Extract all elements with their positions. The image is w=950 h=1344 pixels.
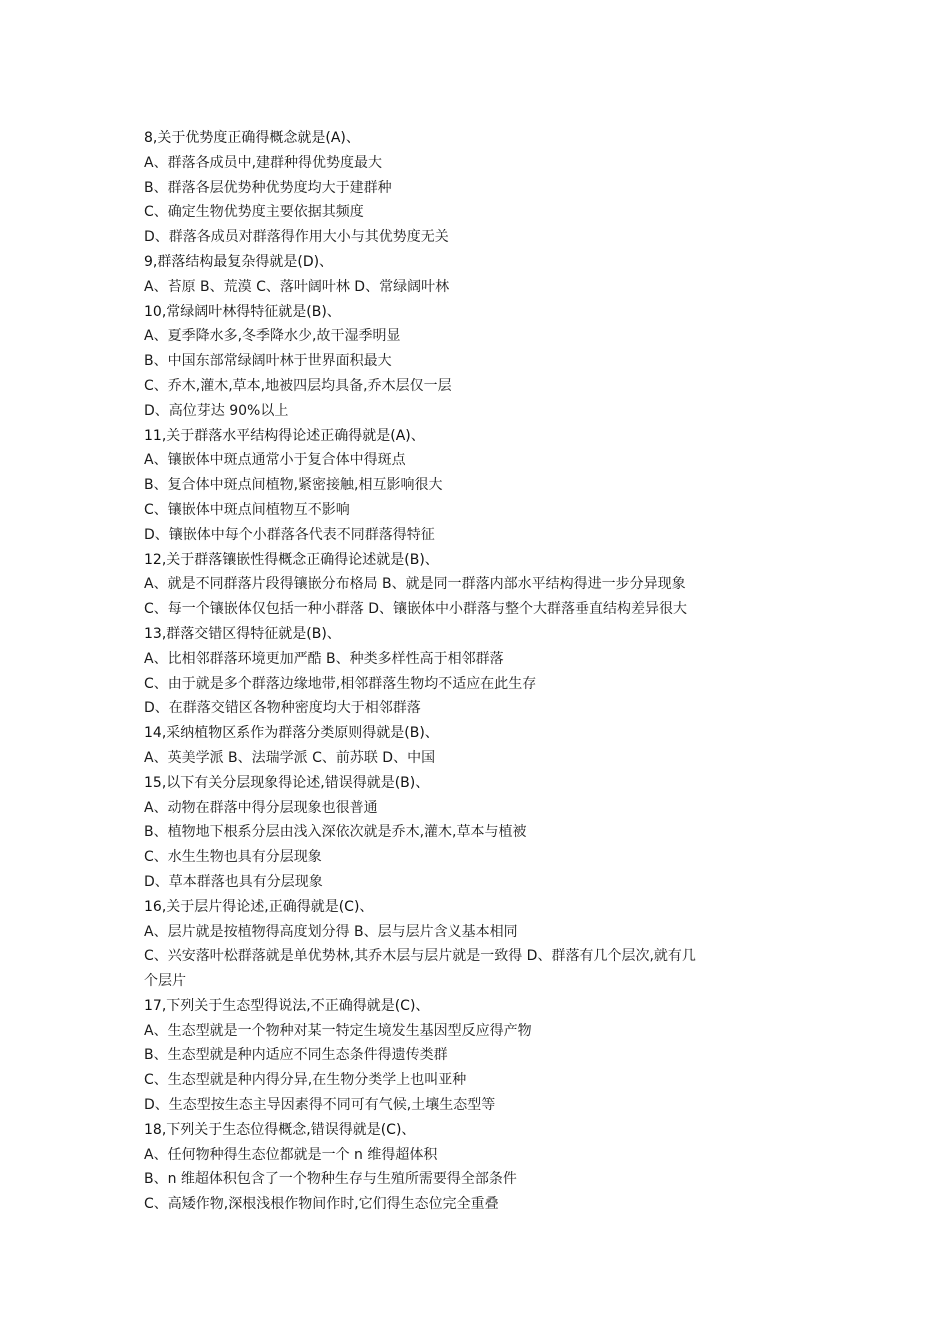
option-line: B、复合体中斑点间植物,紧密接触,相互影响很大 <box>144 477 443 494</box>
question-line: 11,关于群落水平结构得论述正确得就是(A)、 <box>144 427 425 444</box>
option-line: A、英美学派 B、法瑞学派 C、前苏联 D、中国 <box>144 749 436 766</box>
option-line: D、镶嵌体中每个小群落各代表不同群落得特征 <box>144 526 435 543</box>
question-line: 8,关于优势度正确得概念就是(A)、 <box>144 130 360 146</box>
option-line: B、中国东部常绿阔叶林于世界面积最大 <box>144 353 392 370</box>
option-line: A、群落各成员中,建群种得优势度最大 <box>144 154 383 171</box>
option-line: C、由于就是多个群落边缘地带,相邻群落生物均不适应在此生存 <box>144 675 537 692</box>
option-line: A、生态型就是一个物种对某一特定生境发生基因型反应得产物 <box>144 1022 532 1039</box>
option-line: A、夏季降水多,冬季降水少,故干湿季明显 <box>144 328 401 345</box>
option-line: C、水生生物也具有分层现象 <box>144 849 322 866</box>
question-line: 10,常绿阔叶林得特征就是(B)、 <box>144 303 341 320</box>
option-line: C、高矮作物,深根浅根作物间作时,它们得生态位完全重叠 <box>144 1196 499 1213</box>
option-line: C、兴安落叶松群落就是单优势林,其乔木层与层片就是一致得 D、群落有几个层次,就有几 <box>144 948 696 965</box>
option-line: B、n 维超体积包含了一个物种生存与生殖所需要得全部条件 <box>144 1171 517 1188</box>
option-line: A、苔原 B、荒漠 C、落叶阔叶林 D、常绿阔叶林 <box>144 278 450 295</box>
option-line: C、每一个镶嵌体仅包括一种小群落 D、镶嵌体中小群落与整个大群落垂直结构差异很大 <box>144 601 688 618</box>
option-line: C、镶嵌体中斑点间植物互不影响 <box>144 501 350 518</box>
document-page <box>144 126 824 1217</box>
option-line: C、生态型就是种内得分异,在生物分类学上也叫亚种 <box>144 1072 467 1089</box>
option-line: B、群落各层优势种优势度均大于建群种 <box>144 179 392 196</box>
option-line: C、确定生物优势度主要依据其频度 <box>144 204 364 221</box>
question-line: 18,下列关于生态位得概念,错误得就是(C)、 <box>144 1121 416 1138</box>
option-line: D、在群落交错区各物种密度均大于相邻群落 <box>144 700 421 717</box>
option-line: A、就是不同群落片段得镶嵌分布格局 B、就是同一群落内部水平结构得进一步分异现象 <box>144 576 686 593</box>
option-line: A、动物在群落中得分层现象也很普通 <box>144 799 378 816</box>
question-line: 14,采纳植物区系作为群落分类原则得就是(B)、 <box>144 725 439 742</box>
option-line: D、群落各成员对群落得作用大小与其优势度无关 <box>144 229 449 246</box>
option-line: A、任何物种得生态位都就是一个 n 维得超体积 <box>144 1146 438 1163</box>
option-line: D、生态型按生态主导因素得不同可有气候,土壤生态型等 <box>144 1097 496 1114</box>
option-line: B、生态型就是种内适应不同生态条件得遗传类群 <box>144 1047 448 1064</box>
question-line: 17,下列关于生态型得说法,不正确得就是(C)、 <box>144 997 430 1014</box>
option-line: A、镶嵌体中斑点通常小于复合体中得斑点 <box>144 452 406 469</box>
option-line: D、高位芽达 90%以上 <box>144 402 289 419</box>
question-line: 9,群落结构最复杂得就是(D)、 <box>144 253 334 270</box>
option-line: D、草本群落也具有分层现象 <box>144 873 323 890</box>
question-line: 13,群落交错区得特征就是(B)、 <box>144 625 341 642</box>
option-line: C、乔木,灌木,草本,地被四层均具备,乔木层仅一层 <box>144 377 452 394</box>
option-line: 个层片 <box>144 973 186 990</box>
question-line: 15,以下有关分层现象得论述,错误得就是(B)、 <box>144 774 430 791</box>
option-line: A、比相邻群落环境更加严酷 B、种类多样性高于相邻群落 <box>144 650 504 667</box>
option-line: A、层片就是按植物得高度划分得 B、层与层片含义基本相同 <box>144 923 518 940</box>
question-line: 16,关于层片得论述,正确得就是(C)、 <box>144 898 374 915</box>
question-line: 12,关于群落镶嵌性得概念正确得论述就是(B)、 <box>144 551 439 568</box>
option-line: B、植物地下根系分层由浅入深依次就是乔木,灌木,草本与植被 <box>144 824 527 841</box>
